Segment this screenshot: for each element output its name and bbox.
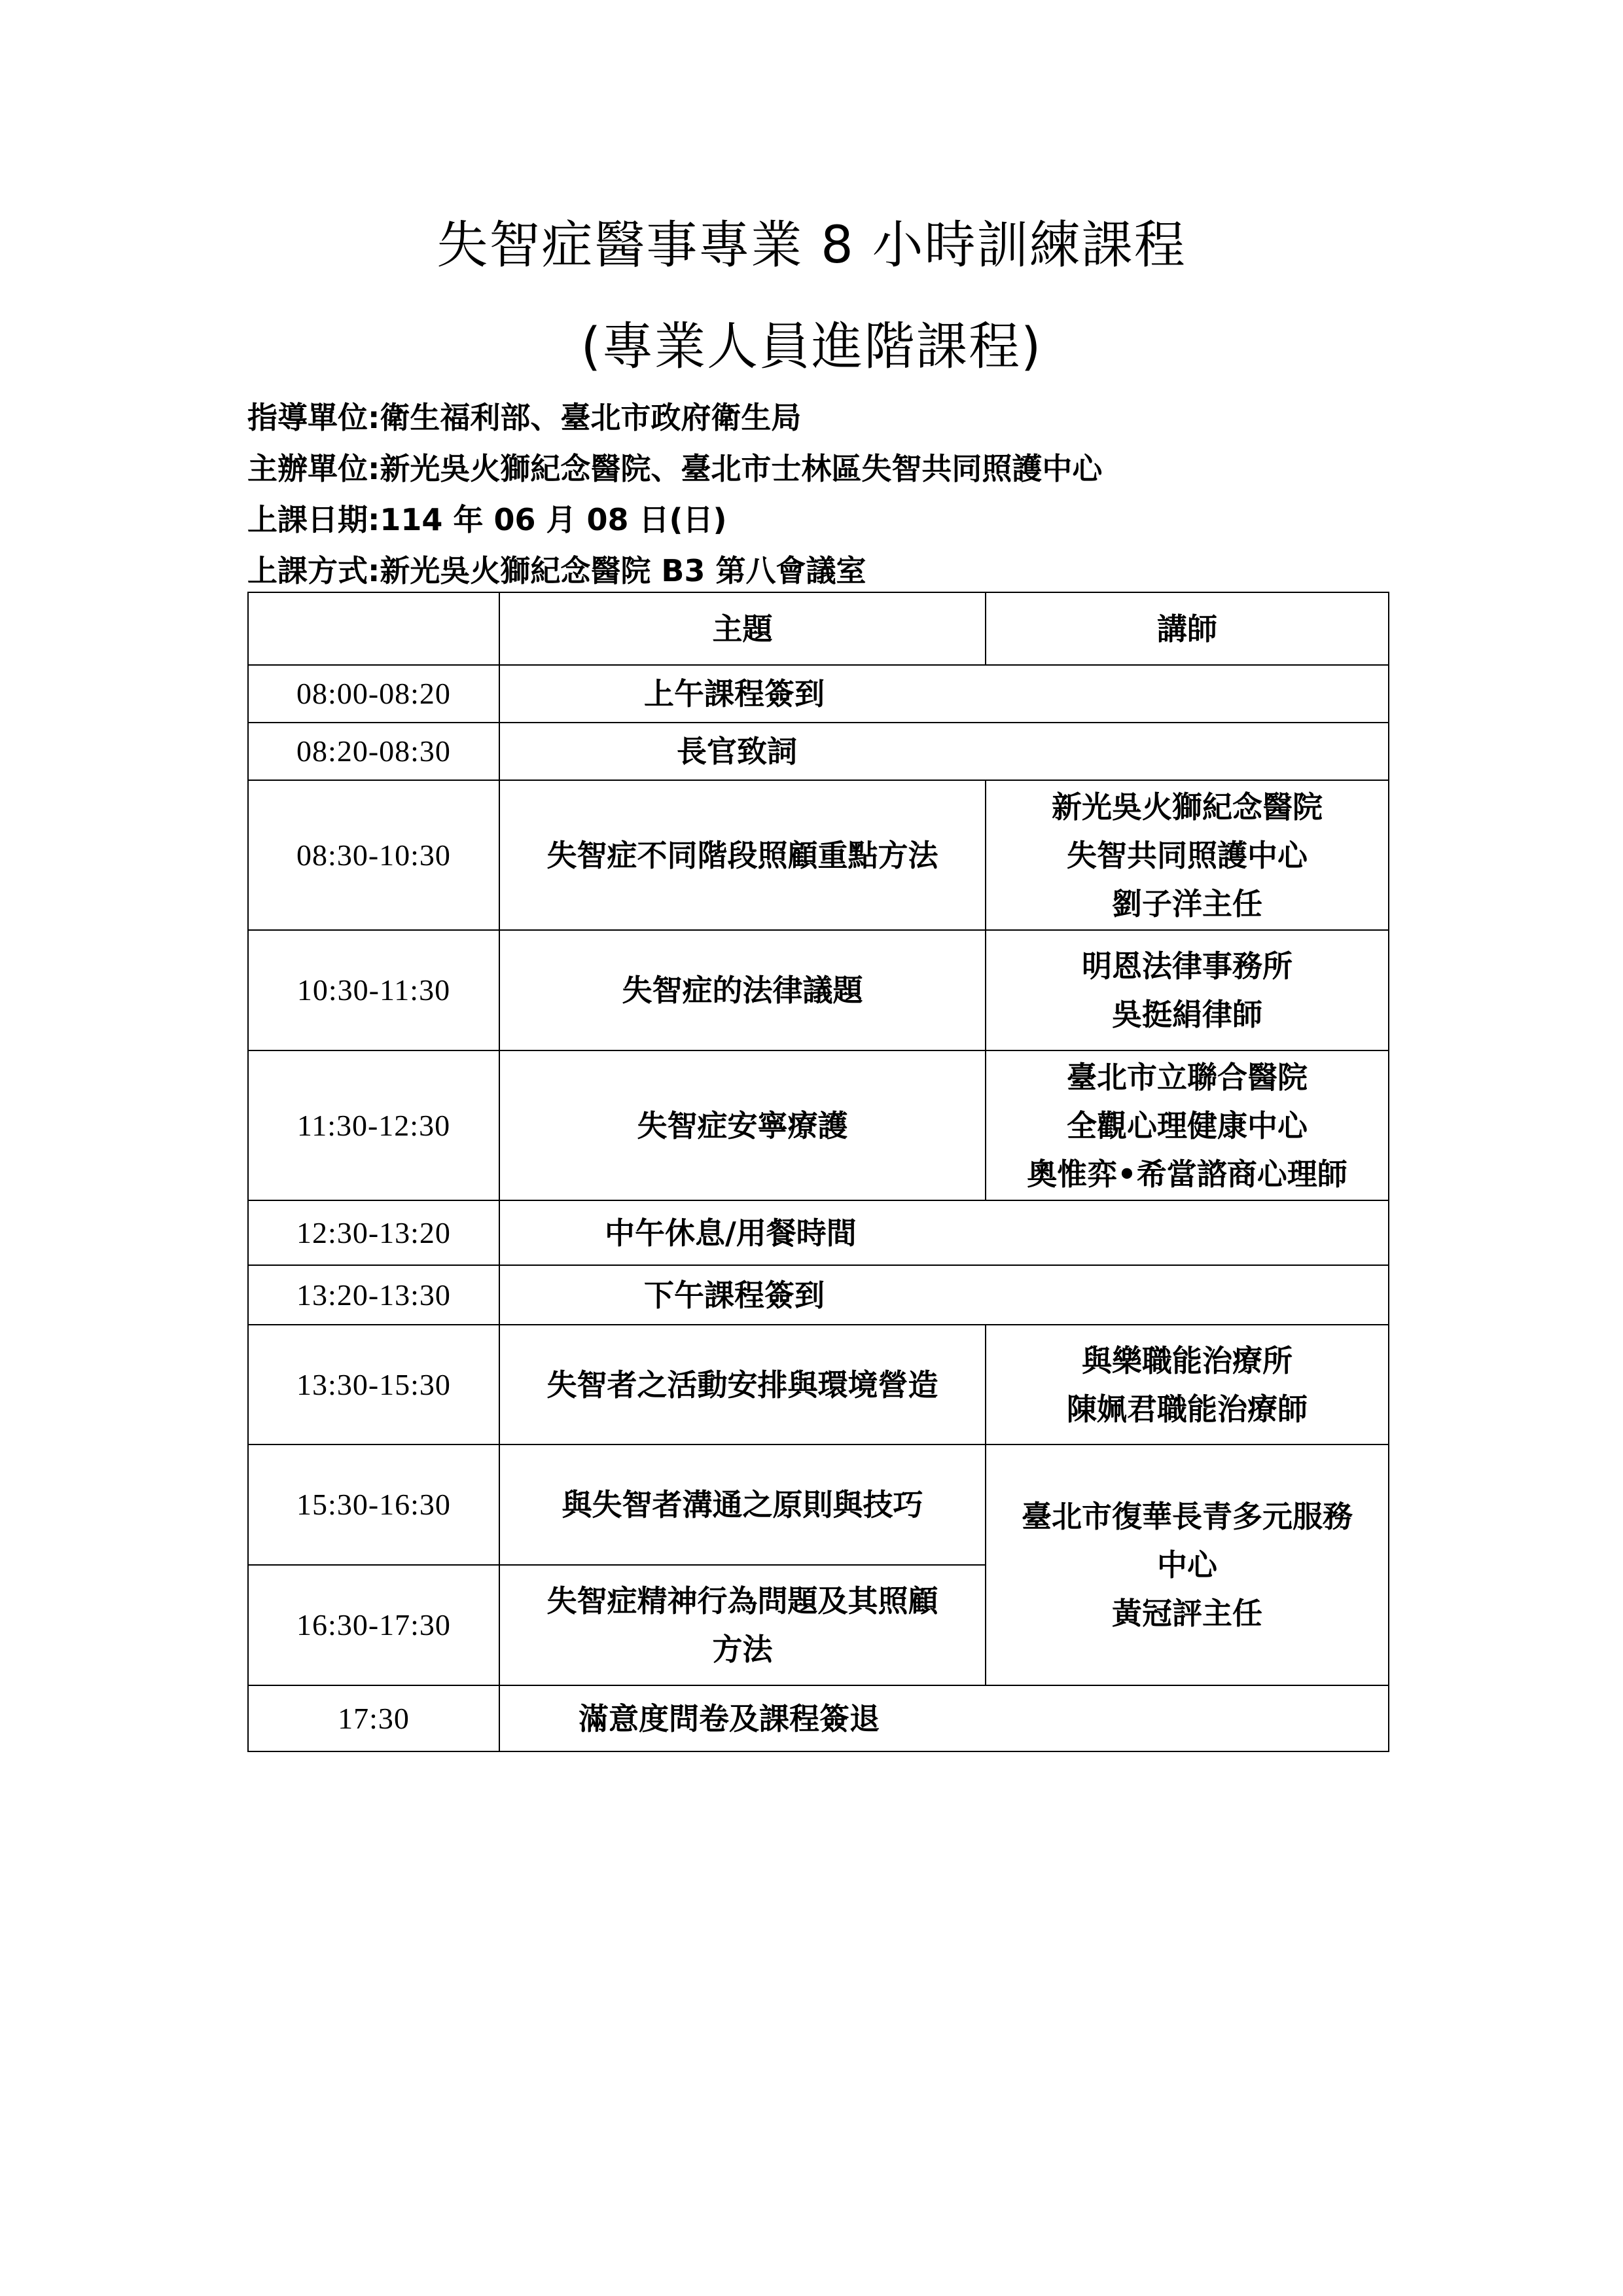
header-topic: 主題 [499, 592, 986, 665]
time-cell: 10:30-11:30 [248, 930, 499, 1050]
table-row [248, 1325, 1389, 1444]
table-row [248, 723, 1389, 780]
header-speaker: 講師 [986, 592, 1389, 665]
table-row [248, 1685, 1389, 1751]
table-row [248, 665, 1389, 723]
speaker-line: 與樂職能治療所 [1082, 1342, 1293, 1378]
table-row [248, 1444, 1389, 1565]
info-course-date [247, 500, 727, 539]
time-cell: 08:00-08:20 [248, 665, 499, 723]
speaker-line: 新光吳火獅紀念醫院 [1052, 789, 1323, 825]
speaker-line: 中心 [1157, 1547, 1217, 1583]
time-cell: 08:20-08:30 [248, 723, 499, 780]
speaker-line: 明恩法律事務所 [1082, 948, 1293, 984]
topic-cell [499, 1565, 986, 1685]
topic-line: 失智症精神行為問題及其照顧 [546, 1583, 938, 1619]
info-value: 114 年 06 月 08 日(日) [380, 502, 727, 537]
info-organizer [247, 449, 1102, 488]
speaker-line: 奧惟弈•希當諮商心理師 [1027, 1156, 1347, 1192]
topic-cell: 滿意度問卷及課程簽退 [499, 1685, 1389, 1751]
speaker-line: 臺北市復華長青多元服務 [1022, 1499, 1353, 1534]
speaker-cell [986, 1325, 1389, 1444]
topic-line: 方法 [712, 1632, 773, 1667]
topic-cell: 失智者之活動安排與環境營造 [499, 1325, 986, 1444]
topic-cell: 失智症安寧療護 [499, 1050, 986, 1200]
speaker-line: 失智共同照護中心 [1067, 837, 1308, 873]
header-time [248, 592, 499, 665]
time-cell: 08:30-10:30 [248, 780, 499, 930]
topic-cell: 下午課程簽到 [499, 1265, 1389, 1325]
time-cell: 17:30 [248, 1685, 499, 1751]
topic-cell: 失智症不同階段照顧重點方法 [499, 780, 986, 930]
info-course-venue [247, 551, 866, 590]
page-subtitle: (專業人員進階課程) [580, 317, 1043, 376]
speaker-line: 劉子洋主任 [1112, 886, 1262, 922]
speaker-cell [986, 930, 1389, 1050]
table-row [248, 1200, 1389, 1265]
page-title: 失智症醫事專業 8 小時訓練課程 [437, 216, 1186, 275]
schedule-table [247, 592, 1389, 1752]
speaker-line: 陳姵君職能治療師 [1067, 1391, 1308, 1427]
time-cell: 13:20-13:30 [248, 1265, 499, 1325]
speaker-cell [986, 780, 1389, 930]
info-label: 指導單位: [247, 400, 380, 435]
topic-cell: 中午休息/用餐時間 [499, 1200, 1389, 1265]
time-cell: 16:30-17:30 [248, 1565, 499, 1685]
speaker-line: 黃冠評主任 [1112, 1596, 1262, 1631]
topic-cell: 長官致詞 [499, 723, 1389, 780]
speaker-cell [986, 1050, 1389, 1200]
table-row [248, 1265, 1389, 1325]
time-cell: 11:30-12:30 [248, 1050, 499, 1200]
topic-cell: 上午課程簽到 [499, 665, 1389, 723]
table-row [248, 780, 1389, 930]
topic-cell: 失智症的法律議題 [499, 930, 986, 1050]
table-row [248, 930, 1389, 1050]
topic-cell: 與失智者溝通之原則與技巧 [499, 1444, 986, 1565]
time-cell: 15:30-16:30 [248, 1444, 499, 1565]
time-cell: 13:30-15:30 [248, 1325, 499, 1444]
speaker-line: 吳挺絹律師 [1112, 997, 1262, 1032]
info-value: 新光吳火獅紀念醫院 B3 第八會議室 [380, 553, 866, 588]
table-row [248, 1050, 1389, 1200]
time-cell: 12:30-13:20 [248, 1200, 499, 1265]
info-label: 上課方式: [247, 553, 380, 588]
info-label: 上課日期: [247, 502, 380, 537]
info-value: 新光吳火獅紀念醫院、臺北市士林區失智共同照護中心 [380, 451, 1103, 486]
speaker-line: 全觀心理健康中心 [1067, 1107, 1308, 1143]
info-guidance-unit [247, 398, 801, 437]
info-value: 衛生福利部、臺北市政府衛生局 [380, 400, 802, 435]
speaker-cell [986, 1444, 1389, 1685]
info-label: 主辦單位: [247, 451, 380, 486]
speaker-line: 臺北市立聯合醫院 [1067, 1059, 1308, 1095]
table-header-row [248, 592, 1389, 665]
